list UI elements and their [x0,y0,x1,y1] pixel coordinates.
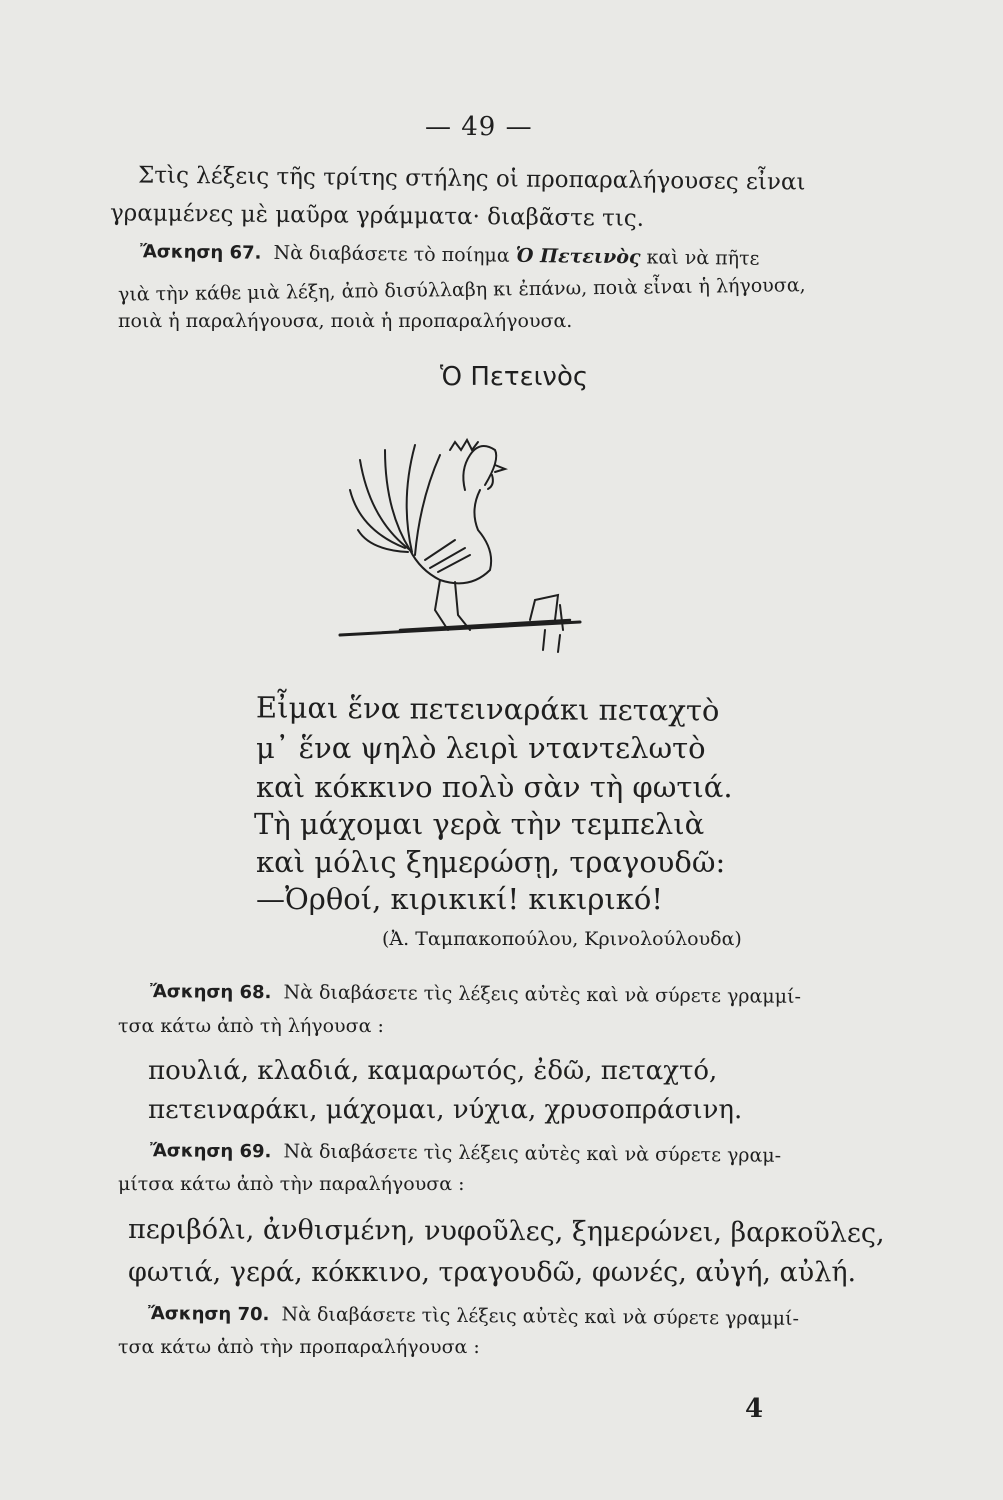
exercise-67-text-a: Νὰ διαβάσετε τὸ ποίημα [273,241,510,267]
exercise-67-label: Ἄσκηση 67. [139,241,262,264]
exercise-69-line-1 [150,1139,781,1167]
exercise-67-line-1 [140,240,760,270]
page-number: — 49 — [425,112,533,142]
rooster-illustration [330,430,590,660]
signature-mark: 4 [745,1394,764,1424]
exercise-69-label: Ἄσκηση 69. [149,1140,272,1163]
exercise-68-label: Ἄσκηση 68. [149,981,272,1004]
exercise-67-line-2: γιὰ τὴν κάθε μιὰ λέξη, ἀπὸ δισύλλαβη κι ἐπάνω, ποιὰ εἶναι ἡ λήγουσα, [117,274,806,306]
intro-line-2: γραμμένες μὲ μαῦρα γράμματα· διαβᾶστε τις. [109,200,645,232]
poem-attribution: (Ἀ. Ταμπακοπούλου, Κρινολούλουδα) [382,928,742,950]
exercise-69-line-2: μίτσα κάτω ἀπὸ τὴν παραλήγουσα : [118,1173,465,1195]
exercise-68-line-2: τσα κάτω ἀπὸ τὴ λήγουσα : [118,1015,384,1037]
poem-line-1: Εἶμαι ἕνα πετειναράκι πεταχτὸ [255,690,720,728]
poem-reference: Ὁ Πετεινὸς [515,244,641,269]
exercise-68-words-2: πετειναράκι, μάχομαι, νύχια, χρυσοπράσινη. [148,1095,743,1125]
poem-line-3: καὶ κόκκινο πολὺ σὰν τὴ φωτιά. [256,770,733,804]
intro-line-1: Στὶς λέξεις τῆς τρίτης στήλης οἱ προπαραλήγουσες εἶναι [137,162,806,196]
exercise-70-line-2: τσα κάτω ἀπὸ τὴν προπαραλήγουσα : [118,1336,480,1358]
exercise-68-words-1: πουλιά, κλαδιά, καμαρωτός, ἐδῶ, πεταχτό, [148,1056,718,1086]
exercise-70-line-1 [148,1302,799,1330]
exercise-68-line-1 [150,980,801,1008]
exercise-70-label: Ἄσκηση 70. [147,1303,270,1326]
exercise-69-text: Νὰ διαβάσετε τὶς λέξεις αὐτὲς καὶ νὰ σύρετε γραμ- [283,1140,782,1167]
poem-line-4: Τὴ μάχομαι γερὰ τὴν τεμπελιὰ [254,807,705,841]
exercise-69-words-1: περιβόλι, ἀνθισμένη, νυφοῦλες, ξημερώνει, βαρκοῦλες, [127,1214,885,1249]
exercise-68-text: Νὰ διαβάσετε τὶς λέξεις αὐτὲς καὶ νὰ σύρετε γραμμί- [283,981,802,1008]
exercise-67-text-b: καὶ νὰ πῆτε [646,246,760,270]
poem-line-5: καὶ μόλις ξημερώσῃ, τραγουδῶ: [256,845,726,879]
exercise-67-line-3: ποιὰ ἡ παραλήγουσα, ποιὰ ἡ προπαραλήγουσα. [118,310,573,332]
poem-title: Ὁ Πετεινὸς [440,362,589,392]
poem-line-6: —Ὀρθοί, κιρικικί! κικιρικό! [256,882,663,916]
exercise-69-words-2: φωτιά, γερά, κόκκινο, τραγουδῶ, φωνές, αὐγή, αὐλή. [128,1257,857,1288]
poem-line-2: μ᾽ ἕνα ψηλὸ λειρὶ νταντελωτὸ [256,731,706,765]
exercise-70-text: Νὰ διαβάσετε τὶς λέξεις αὐτὲς καὶ νὰ σύρετε γραμμί- [281,1303,800,1330]
